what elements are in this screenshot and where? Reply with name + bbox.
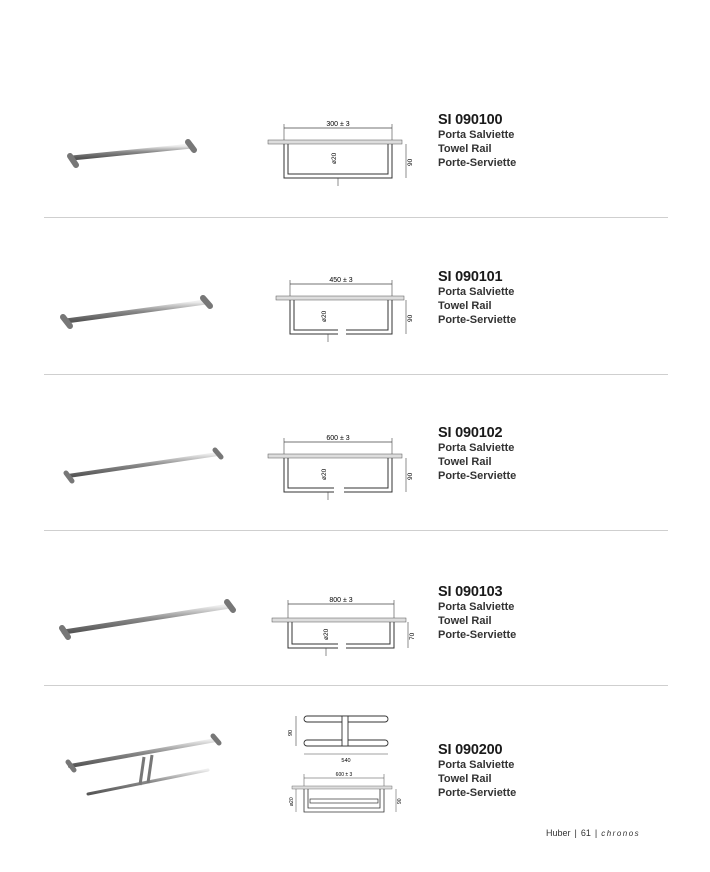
dimension-width: 800 ± 3: [329, 597, 353, 604]
divider: [44, 530, 668, 531]
product-name-it: Porta Salviette: [438, 759, 515, 771]
technical-drawing-front: [284, 770, 404, 826]
product-photo: [56, 596, 241, 646]
product-photo: [56, 288, 226, 338]
technical-drawing: [272, 276, 422, 346]
technical-drawing: [266, 434, 416, 504]
product-code: SI 090102: [438, 425, 503, 441]
product-name-en: Towel Rail: [438, 455, 492, 468]
dimension-depth: 90: [407, 158, 414, 166]
page-number: 61: [580, 828, 591, 838]
product-info: [438, 742, 516, 800]
product-photo: [62, 728, 227, 800]
product-row: [44, 100, 668, 210]
product-name-fr: Porte-Serviette: [438, 313, 517, 326]
divider: [44, 217, 668, 218]
dimension-diameter: ø20: [321, 310, 328, 322]
product-code: SI 090100: [438, 112, 503, 128]
dimension-width: 300 ± 3: [326, 121, 350, 128]
technical-drawing: [266, 120, 416, 190]
dimension-depth: 90: [397, 798, 403, 804]
product-name-it: Porta Salviette: [438, 442, 515, 454]
product-code: SI 090200: [438, 742, 503, 758]
product-name-it: Porta Salviette: [438, 129, 515, 141]
product-name-en: Towel Rail: [438, 614, 492, 627]
product-name-fr: Porte-Serviette: [438, 628, 517, 641]
product-name-fr: Porte-Serviette: [438, 786, 517, 799]
dimension-depth: 90: [407, 472, 414, 480]
dimension-depth: 70: [409, 632, 416, 640]
product-row: [44, 414, 668, 524]
product-row: [44, 258, 668, 368]
product-name-fr: Porte-Serviette: [438, 156, 517, 169]
dimension-width: 450 ± 3: [329, 277, 353, 284]
product-code: SI 090103: [438, 584, 503, 600]
product-info: [438, 269, 516, 327]
product-info: [438, 112, 516, 170]
dimension-width: 600 ± 3: [335, 772, 353, 778]
dimension-diameter: ø20: [331, 152, 338, 164]
technical-drawing: [270, 596, 420, 662]
product-name-en: Towel Rail: [438, 772, 492, 785]
product-photo: [62, 130, 222, 180]
divider: [44, 685, 668, 686]
footer-separator: |: [594, 828, 598, 838]
dimension-diameter: ø20: [323, 628, 330, 640]
product-info: [438, 584, 516, 642]
product-code: SI 090101: [438, 269, 503, 285]
page-footer: [546, 828, 640, 838]
product-row: [44, 706, 668, 826]
product-info: [438, 425, 516, 483]
brand-name: Huber: [546, 828, 571, 838]
dimension-width: 600 ± 3: [326, 435, 350, 442]
dimension-diameter: ø20: [321, 468, 328, 480]
product-row: [44, 572, 668, 682]
dimension-top-depth: 90: [288, 729, 294, 736]
footer-separator: |: [574, 828, 577, 838]
product-name-en: Towel Rail: [438, 142, 492, 155]
product-name-fr: Porte-Serviette: [438, 469, 517, 482]
divider: [44, 374, 668, 375]
dimension-top-width: 540: [341, 758, 351, 764]
product-name-it: Porta Salviette: [438, 601, 515, 613]
collection-logo: chronos: [601, 828, 641, 838]
technical-drawing-top: [286, 710, 396, 768]
product-photo: [60, 442, 230, 492]
product-name-it: Porta Salviette: [438, 286, 515, 298]
product-name-en: Towel Rail: [438, 299, 492, 312]
dimension-diameter: ø20: [289, 797, 295, 806]
dimension-depth: 90: [407, 314, 414, 322]
